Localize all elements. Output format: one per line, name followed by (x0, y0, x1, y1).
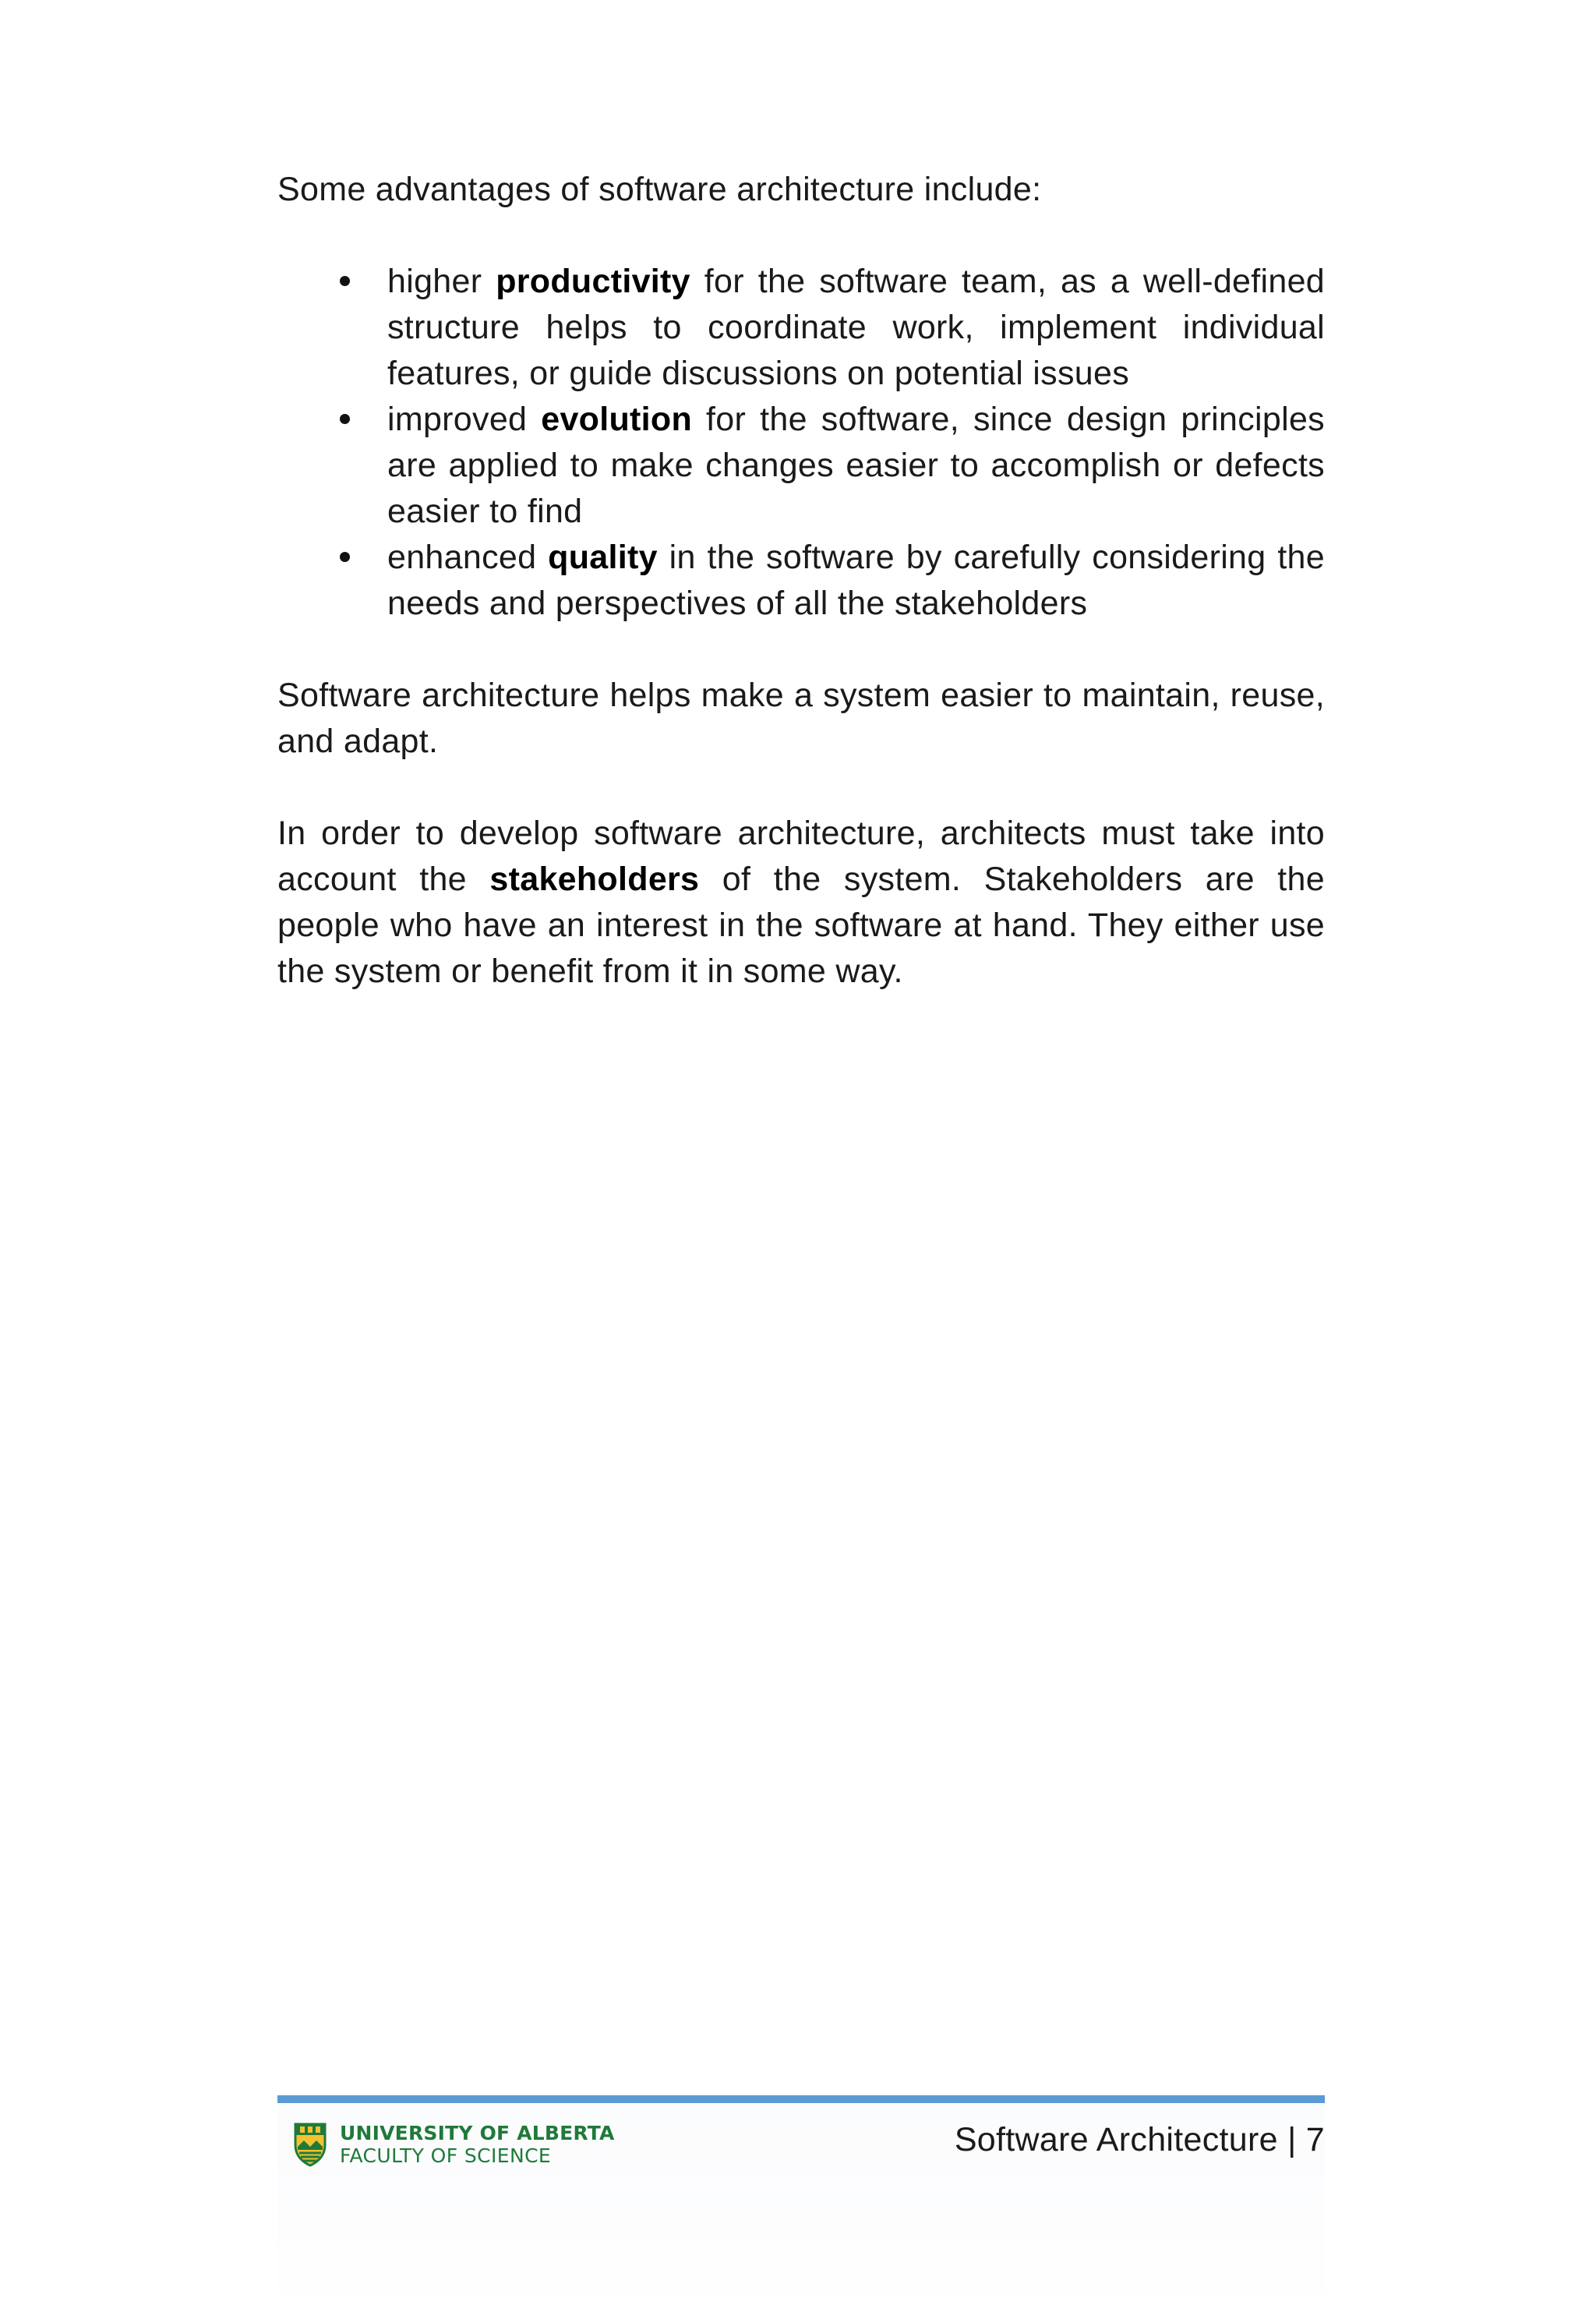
bullet-icon (337, 535, 352, 581)
page-content (277, 167, 1325, 995)
logo-wordmark (340, 2122, 615, 2167)
list-item (277, 535, 1325, 627)
stakeholders-keyword: stakeholders (489, 861, 700, 898)
bullet-icon (337, 397, 352, 443)
university-logo (293, 2122, 615, 2167)
list-item-text-before: higher (387, 263, 496, 300)
logo-faculty-name: FACULTY OF SCIENCE (340, 2144, 552, 2167)
intro-paragraph: Some advantages of software architecture include: (277, 171, 1042, 208)
list-item-keyword: evolution (541, 401, 693, 438)
footer-divider (277, 2095, 1325, 2103)
list-item (277, 397, 1325, 535)
list-item-text-before: enhanced (387, 539, 549, 576)
university-crest-icon (293, 2122, 327, 2167)
advantages-list (277, 259, 1325, 627)
bullet-icon (337, 259, 352, 305)
list-item-keyword: productivity (496, 263, 690, 300)
list-item-text-after: for the software, since design principles are applied to make changes easier to accomplish or defects easier to find (387, 401, 1325, 530)
footer-page-label: Software Architecture | 7 (954, 2121, 1325, 2158)
list-item-keyword: quality (548, 539, 658, 576)
paragraph-text-before: In order to develop software architecture, architects must take into account the (277, 815, 1325, 898)
list-item-text-after: in the software by carefully considering the needs and perspectives of all the stakeholders (387, 539, 1325, 622)
maintainability-paragraph: Software architecture helps make a system easier to maintain, reuse, and adapt. (277, 677, 1325, 760)
paragraph-text-after: of the system. Stakeholders are the people who have an interest in the software at hand. They either use the system or benefit from it in some way. (277, 861, 1325, 990)
list-item (277, 259, 1325, 397)
logo-university-name: UNIVERSITY OF ALBERTA (340, 2122, 615, 2144)
list-item-text-after: for the software team, as a well-defined structure helps to coordinate work, implement individual features, or guide discussions on potential issues (387, 263, 1325, 392)
stakeholders-paragraph (277, 811, 1325, 995)
list-item-text-before: improved (387, 401, 542, 438)
